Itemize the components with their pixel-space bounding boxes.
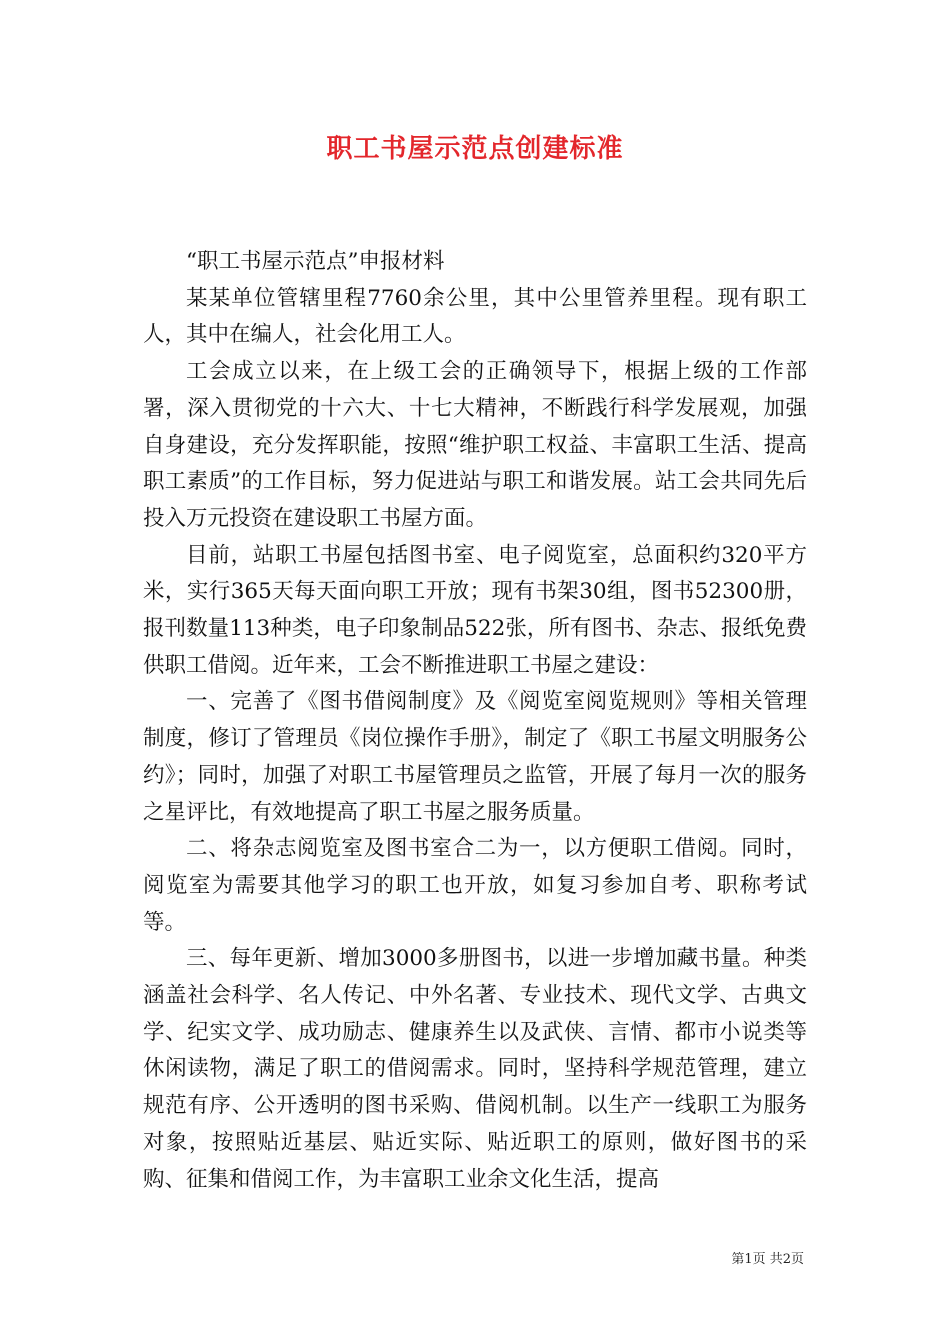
page-title: 职工书屋示范点创建标准 xyxy=(326,134,624,164)
paragraph: 二、将杂志阅览室及图书室合二为一，以方便职工借阅。同时，阅览室为需要其他学习的职工也开放，如复习参加自考、职称考试等。 xyxy=(143,836,807,935)
paragraph: 一、完善了《图书借阅制度》及《阅览室阅览规则》等相关管理制度，修订了管理员《岗位操作手册》，制定了《职工书屋文明服务公约》；同时，加强了对职工书屋管理员之监管，开展了每月一次的服务之星评比，有效地提高了职工书屋之服务质量。 xyxy=(143,689,807,825)
paragraph: 目前，站职工书屋包括图书室、电子阅览室，总面积约320平方米，实行365天每天面向职工开放；现有书架30组，图书52300册，报刊数量113种类，电子印象制品522张，所有图书、杂志、报纸免费供职工借阅。近年来，工会不断推进职工书屋之建设： xyxy=(143,542,807,678)
paragraph-heading: “职工书屋示范点”申报材料 xyxy=(186,249,445,274)
document-body xyxy=(143,244,807,1198)
paragraph: 三、每年更新、增加3000多册图书，以进一步增加藏书量。种类涵盖社会科学、名人传记、中外名著、专业技术、现代文学、古典文学、纪实文学、成功励志、健康养生以及武侠、言情、都市小说类等休闲读物，满足了职工的借阅需求。同时，坚持科学规范管理，建立规范有序、公开透明的图书采购、借阅机制。以生产一线职工为服务对象，按照贴近基层、贴近实际、贴近职工的原则，做好图书的采购、征集和借阅工作，为丰富职工业余文化生活，提高 xyxy=(143,946,807,1192)
paragraph: 工会成立以来，在上级工会的正确领导下，根据上级的工作部署，深入贯彻党的十六大、十七大精神，不断践行科学发展观，加强自身建设，充分发挥职能，按照“维护职工权益、丰富职工生活、提高职工素质”的工作目标，努力促进站与职工和谐发展。站工会共同先后投入万元投资在建设职工书屋方面。 xyxy=(143,359,807,531)
page-number: 第1页 共2页 xyxy=(731,1252,804,1267)
paragraph: 某某单位管辖里程7760余公里，其中公里管养里程。现有职工人，其中在编人，社会化用工人。 xyxy=(143,285,807,348)
